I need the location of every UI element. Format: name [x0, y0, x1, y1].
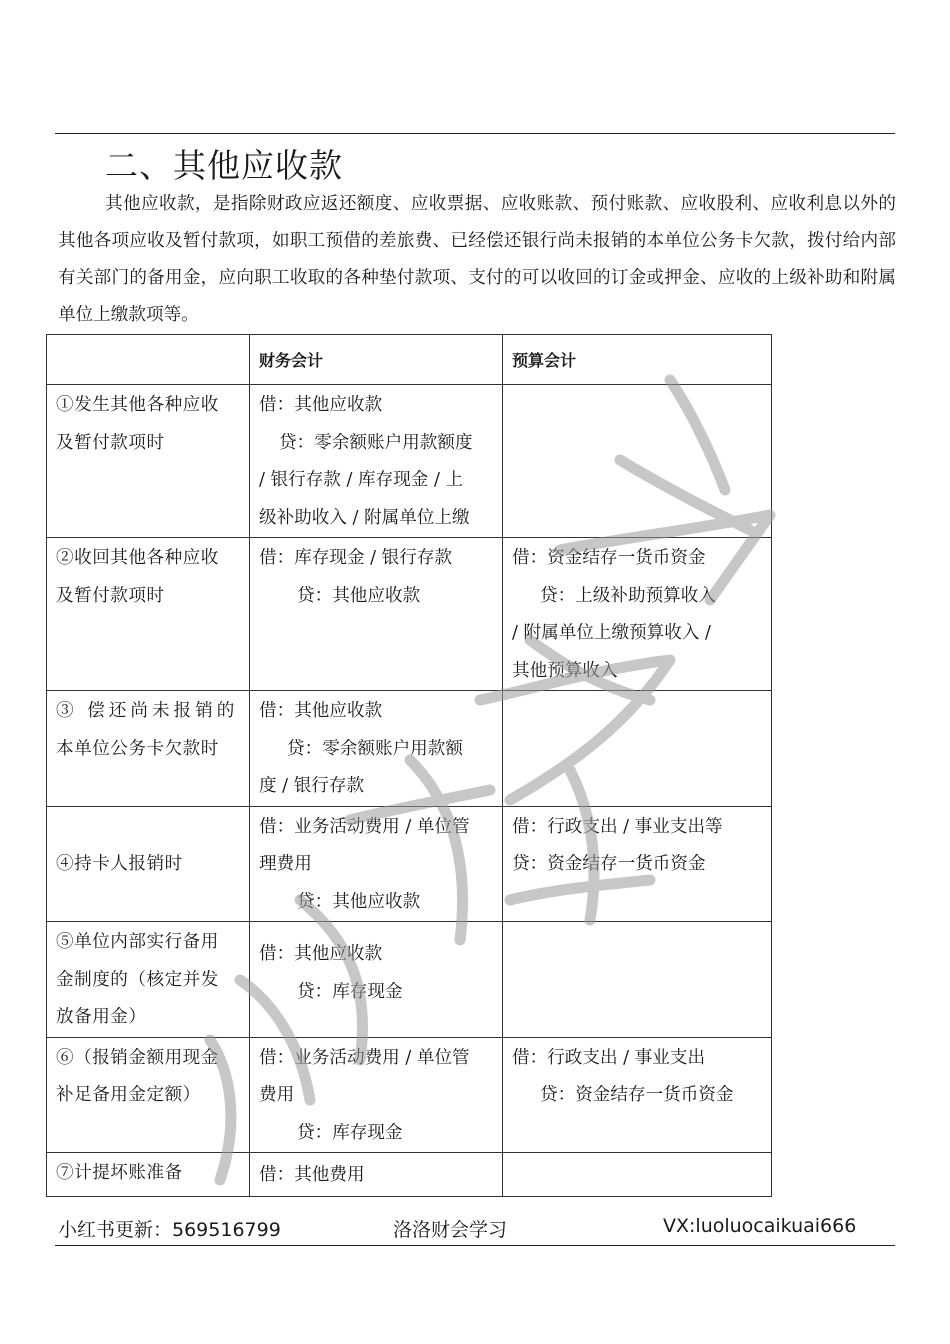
section-title: 二、其他应收款: [105, 146, 343, 185]
entry-line: 其他预算收入: [512, 660, 618, 681]
item-line: 放备用金）: [56, 1007, 147, 1027]
item-line: ②收回其他各种应收: [56, 548, 219, 568]
item-line: ⑤单位内部实行备用: [56, 932, 219, 952]
item-line: ③ 偿还尚未报销的: [56, 701, 239, 721]
financial-cell: [250, 1037, 503, 1153]
entry-line: 借：其他费用: [259, 1165, 365, 1185]
entry-line: 级补助收入 / 附属单位上缴: [259, 507, 470, 528]
item-cell: [47, 1037, 250, 1153]
entry-line: 借：行政支出 / 事业支出等: [512, 816, 723, 837]
header-financial: 财务会计: [250, 335, 503, 385]
table-row: [47, 1037, 772, 1153]
item-line: 及暂付款项时: [56, 432, 165, 453]
table-row: [47, 1153, 772, 1197]
item-line: 及暂付款项时: [56, 585, 165, 606]
entry-line: 借：其他应收款: [259, 701, 383, 721]
entry-line: 借：业务活动费用 / 单位管: [259, 816, 470, 837]
entry-line: 借：业务活动费用 / 单位管: [259, 1047, 470, 1068]
item-line: 补足备用金定额）: [56, 1085, 201, 1105]
entry-line: 度 / 银行存款: [259, 776, 365, 796]
table-row: [47, 691, 772, 807]
item-line: ⑦计提坏账准备: [56, 1163, 183, 1183]
entry-line: 费用: [259, 1085, 295, 1105]
footer-wechat: VX:luoluocaikuai666: [663, 1215, 857, 1237]
financial-cell: [250, 922, 503, 1038]
entry-line: 借：库存现金 / 银行存款: [259, 548, 453, 568]
entry-line: 贷：其他应收款: [297, 891, 421, 912]
footer-brand: 洛洛财会学习: [393, 1219, 508, 1241]
intro-paragraph: 其他应收款，是指除财政应返还额度、应收票据、应收账款、预付账款、应收股利、应收利息以外的其他各项应收及暂付款项，如职工预借的差旅费、已经偿还银行尚未报销的本单位公务卡欠款，拨付给内部有关部门的备用金，应向职工收取的各种垫付款项、支付的可以收回的订金或押金、应收的上级补助和附属单位上缴款项等。: [58, 194, 896, 325]
entry-line: 贷：上级补助预算收入: [540, 585, 716, 606]
footer-xiaohongshu: 小红书更新：569516799: [58, 1219, 281, 1241]
entry-line: / 银行存款 / 库存现金 / 上: [259, 470, 464, 490]
entry-line: 贷：其他应收款: [297, 585, 421, 606]
item-cell: [47, 538, 250, 691]
table-row: [47, 385, 772, 538]
item-line: 本单位公务卡欠款时: [56, 738, 219, 759]
financial-cell: [250, 385, 503, 538]
header-item: [47, 335, 250, 385]
entry-line: 贷：库存现金: [297, 981, 403, 1002]
header-rule: [55, 133, 895, 134]
entry-line: 贷：库存现金: [297, 1122, 403, 1143]
budget-cell: [503, 538, 772, 691]
footer-rule: [55, 1245, 895, 1246]
budget-cell: [503, 1153, 772, 1197]
item-cell: [47, 922, 250, 1038]
budget-cell: [503, 922, 772, 1038]
entry-line: 借：行政支出 / 事业支出: [512, 1047, 706, 1068]
item-cell: [47, 385, 250, 538]
financial-cell: [250, 806, 503, 922]
header-budget: 预算会计: [503, 335, 772, 385]
entry-line: 贷：资金结存一货币资金: [512, 854, 706, 874]
item-cell: [47, 691, 250, 807]
entry-line: / 附属单位上缴预算收入 /: [512, 623, 711, 643]
item-cell: [47, 806, 250, 922]
entry-line: 借：其他应收款: [259, 395, 383, 415]
item-line: ④持卡人报销时: [56, 854, 183, 874]
budget-cell: [503, 385, 772, 538]
entry-line: 借：其他应收款: [259, 944, 383, 964]
entry-line: 借：资金结存一货币资金: [512, 548, 706, 568]
budget-cell: [503, 1037, 772, 1153]
item-cell: [47, 1153, 250, 1197]
budget-cell: [503, 691, 772, 807]
table-row: [47, 538, 772, 691]
entry-line: 贷：零余额账户用款额度: [279, 432, 473, 453]
item-line: ①发生其他各种应收: [56, 395, 219, 415]
entry-line: 贷：资金结存一货币资金: [540, 1085, 734, 1105]
entries-table: [46, 334, 772, 1197]
budget-cell: [503, 806, 772, 922]
table-row: [47, 806, 772, 922]
financial-cell: [250, 691, 503, 807]
financial-cell: [250, 538, 503, 691]
table-header-row: [47, 335, 772, 385]
item-line: ⑥（报销金额用现金: [56, 1047, 219, 1068]
table-row: [47, 922, 772, 1038]
entry-line: 贷：零余额账户用款额: [287, 738, 463, 759]
entry-line: 理费用: [259, 854, 312, 874]
item-line: 金制度的（核定并发: [56, 969, 219, 990]
financial-cell: [250, 1153, 503, 1197]
